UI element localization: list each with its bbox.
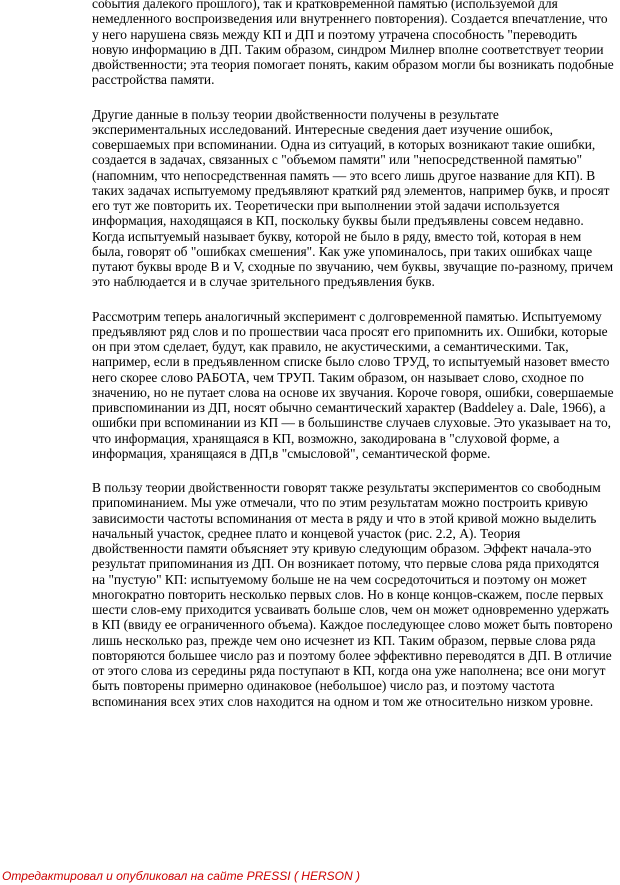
paragraph: Рассмотрим теперь аналогичный эксперимент с долговременной памятью. Испытуемому предъявляют ряд слов и по прошествии часа просят его припомнить их. Ошибки, которые он при этом сделает, будут, как правило, не акустическими, а семантическими. Так, например, если в предъявленном списке было слово ТРУД, то испытуемый назовет вместо него скорее слово РАБОТА, чем ТРУП. Таким образом, он называет слово, сходное по значению, но не путает слова на основе их звучания. Короче говоря, ошибки, совершаемые привспоминании из ДП, носят обычно семантический характер (Baddeley a. Dale, 1966), а ошибки при вспоминании из КП — в большинстве случаев слуховые. Это указывает на то, что информация, хранящаяся в КП, возможно, закодирована в "слуховой форме, а информация, хранящаяся в ДП,в "смысловой", семантической форме.: [92, 308, 614, 461]
publisher-footer: Отредактировал и опубликовал на сайте PRESSI ( HERSON ): [2, 869, 360, 883]
paragraph: Другие данные в пользу теории двойственности получены в результате экспериментальных исследований. Интересные сведения дает изучение ошибок, совершаемых при вспоминании. Одна из ситуаций, в которых возникают такие ошибки, создается в задачах, связанных с "объемом памяти" или "непосредственной памятью" (напомним, что непосредственная память — это всего лишь другое название для КП). В таких задачах испытуемому предъявляют краткий ряд элементов, например букв, и просят его тут же повторить их. Теоретически при выполнении этой задачи используется информация, находящаяся в КП, поскольку буквы были предъявлены совсем недавно. Когда испытуемый называет букву, которой не было в ряду, вместо той, которая в нем была, говорят об "ошибках смешения". Как уже упоминалось, при таких ошибках чаще путают буквы вроде В и V, сходные по звучанию, чем буквы, звучащие по-разному, причем это наблюдается и в случае зрительного предъявления букв.: [92, 106, 614, 290]
paragraph: события далекого прошлого), так и кратковременной памятью (используемой для немедленного воспроизведения или внутреннего повторения). Создается впечатление, что у него нарушена связь между КП и ДП и поэтому утрачена способность "переводить новую информацию в ДП. Таким образом, синдром Милнер вполне соответствует теории двойственности; эта теория помогает понять, каким образом могли бы возникать подобные расстройства памяти.: [92, 0, 614, 88]
paragraph: В пользу теории двойственности говорят также результаты экспериментов со свободным припоминанием. Мы уже отмечали, что по этим результатам можно построить кривую зависимости частоты вспоминания от места в ряду и что в этой кривой можно выделить начальный участок, среднее плато и концевой участок (рис. 2.2, А). Теория двойственности памяти объясняет эту кривую следующим образом. Эффект начала-это результат припоминания из ДП. Он возникает потому, что первые слова ряда приходятся на "пустую" КП: испытуемому больше не на чем сосредоточиться и поэтому он может многократно повторить несколько первых слов. Но в конце концов-скажем, после первых шести слов-ему приходится усваивать больше слов, чем он может одновременно удержать в КП (ввиду ее ограниченного объема). Каждое последующее слово может быть повторено лишь несколько раз, прежде чем оно исчезнет из КП. Таким образом, первые слова ряда повторяются большее число раз и поэтому более эффективно переводятся в ДП. В отличие от этого слова из середины ряда поступают в КП, когда она уже наполнена; все они могут быть повторены примерно одинаковое (небольшое) число раз, и поэтому частота вспоминания всех этих слов находится на одном и том же относительно низком уровне.: [92, 480, 613, 709]
document-body: [92, 0, 614, 728]
